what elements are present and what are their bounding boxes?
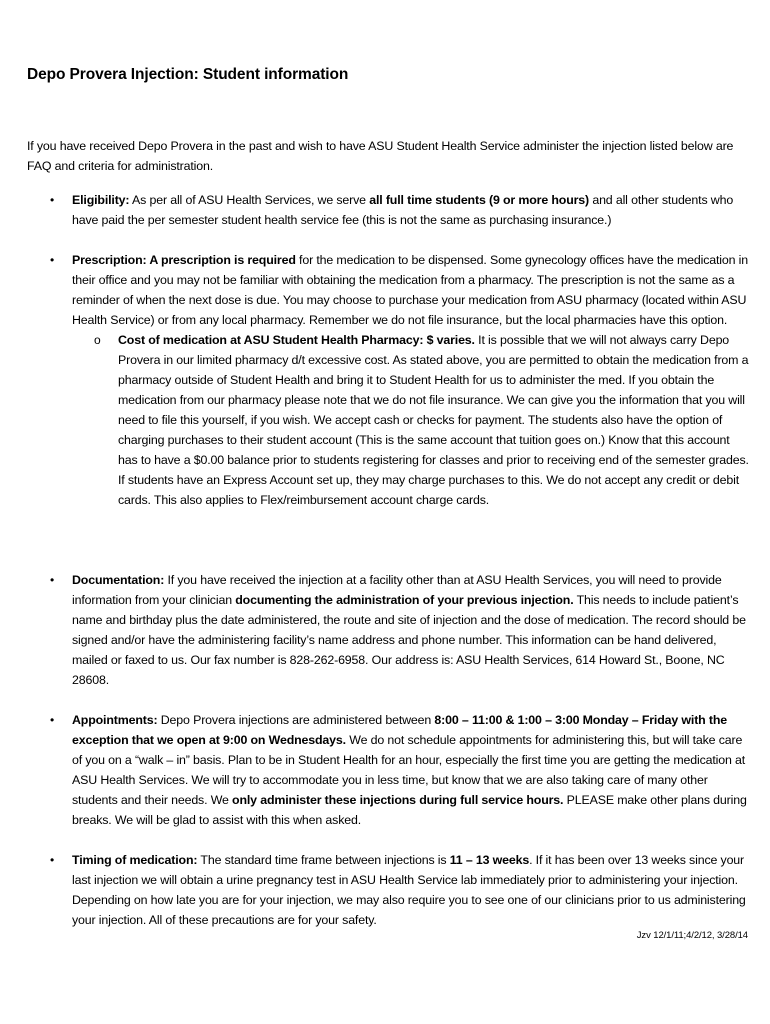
eligibility-text-cont: and all other students who have paid the per semester student health service fee (this is not the same as purchasing insurance.) bbox=[72, 193, 734, 227]
documentation-text-cont: This needs to include patient’s name and birthday plus the date administered, the route and site of injection and the dose of medication. The record should be signed and/or have the administering facility’s name address and phone number. This information can be hand delivered, mailed or faxed to us. Our fax number is 828-262-6958. Our address is: ASU Health Services, 614 Howard St., Boone, NC 28608. bbox=[72, 593, 746, 687]
documentation-label: Documentation: bbox=[72, 573, 165, 587]
appointments-text-cont: We do not schedule appointments for administering this, but will take care of you on a “walk – in” basis. Plan to be in Student Health for an hour, especially the first time you are getting the medication at ASU Health Services. We will try to accommodate you in less time, but know that we are also taking care of many other students and their needs. We bbox=[72, 733, 746, 807]
appointments-text-end: PLEASE make other plans during breaks. We will be glad to assist with this when asked. bbox=[72, 793, 747, 827]
revision-footer: Jzv 12/1/11;4/2/12, 3/28/14 bbox=[636, 930, 748, 941]
timing-weeks: 11 – 13 weeks bbox=[449, 853, 530, 867]
prescription-item bbox=[50, 250, 750, 510]
bullet-marker: • bbox=[50, 853, 55, 867]
timing-text-cont: . If it has been over 13 weeks since your last injection we will obtain a urine pregnancy test in ASU Health Service lab immediately prior to administering your injection. Depending on how late you are for your injection, we may also require you to see one of our clinicians prior to us administering your injection. All of these precautions are for your safety. bbox=[72, 853, 746, 927]
eligibility-label: Eligibility: bbox=[72, 193, 130, 207]
documentation-item bbox=[50, 570, 750, 690]
sub-bullet-marker: o bbox=[94, 333, 101, 347]
prescription-text: for the medication to be dispensed. Some gynecology offices have the medication in their office and you may not be familiar with obtaining the medication from a pharmacy. The prescription is not the same as a reminder of when the next dose is due. You may choose to purchase your medication from ASU pharmacy (located within ASU Health Service) or from any local pharmacy. Remember we do not file insurance, but the local pharmacies have this option. bbox=[72, 253, 749, 327]
bullet-marker: • bbox=[50, 713, 55, 727]
timing-text: The standard time frame between injections is bbox=[197, 853, 450, 867]
documentation-emphasis: documenting the administration of your previous injection. bbox=[235, 593, 574, 607]
timing-item bbox=[50, 850, 750, 930]
bullet-marker: • bbox=[50, 573, 55, 587]
cost-subitem bbox=[94, 330, 750, 510]
appointments-text: Depo Provera injections are administered between bbox=[157, 713, 435, 727]
cost-text: It is possible that we will not always carry Depo Provera in our limited pharmacy d/t excessive cost. As stated above, you are permitted to obtain the medication from a pharmacy outside of Student Health and bring it to Student Health for us to administer the med. If you obtain the medication from our pharmacy please note that we do not file insurance. We can give you the information that you will need to file this yourself, if you wish. We accept cash or checks for payment. The students also have the option of charging purchases to their student account (This is the same account that tuition goes on.) Know that this account has to have a $0.00 balance prior to students registering for classes and prior to receiving end of the semester grades. If students have an Express Account set up, they may charge purchases to this. We do not accept any credit or debit cards. This also applies to Flex/reimbursement account charge cards. bbox=[118, 333, 749, 507]
intro-paragraph: If you have received Depo Provera in the past and wish to have ASU Student Health Service administer the injection listed below are FAQ and criteria for administration. bbox=[27, 139, 734, 173]
eligibility-emphasis: all full time students (9 or more hours) bbox=[369, 193, 590, 207]
prescription-emphasis: A prescription is required bbox=[146, 253, 296, 267]
eligibility-text: As per all of ASU Health Services, we serve bbox=[129, 193, 370, 207]
appointments-label: Appointments: bbox=[72, 713, 158, 727]
appointments-emphasis: only administer these injections during full service hours. bbox=[232, 793, 564, 807]
documentation-text: If you have received the injection at a facility other than at ASU Health Services, you will need to provide information from your clinician bbox=[72, 573, 722, 607]
appointments-hours: 8:00 – 11:00 & 1:00 – 3:00 Monday – Friday with the exception that we open at 9:00 on Wednesdays. bbox=[72, 713, 728, 747]
bullet-marker: • bbox=[50, 193, 55, 207]
eligibility-item bbox=[50, 190, 750, 230]
timing-label: Timing of medication: bbox=[72, 853, 198, 867]
prescription-label: Prescription: bbox=[72, 253, 147, 267]
appointments-item bbox=[50, 710, 750, 830]
cost-label: Cost of medication at ASU Student Health Pharmacy: $ varies. bbox=[118, 333, 475, 347]
bullet-marker: • bbox=[50, 253, 55, 267]
page-title: Depo Provera Injection: Student information bbox=[27, 66, 349, 83]
